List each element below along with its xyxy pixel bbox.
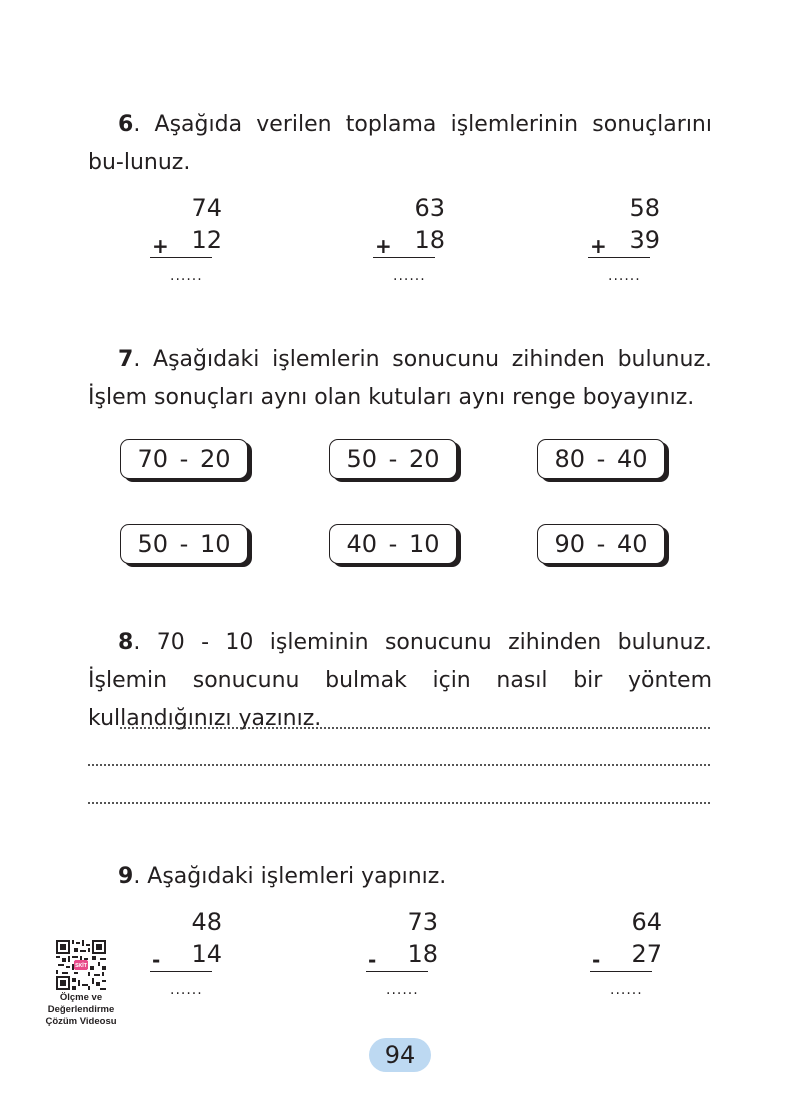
operand-top: 73 [407,908,438,936]
difference-line [366,971,428,972]
operation-box[interactable]: 70 - 20 [120,439,248,479]
answer-line[interactable] [88,764,710,766]
sum-line [588,257,650,258]
operand-top: 63 [414,194,445,222]
sum-line [373,257,435,258]
operand-top: 48 [191,908,222,936]
question-7-text: 7. Aşağıdaki işlemlerin sonucunu zihinden bulunuz. İşlem sonuçları aynı olan kutuları aynı renge boyayınız. [88,347,712,410]
answer-line[interactable] [120,727,710,729]
operand-bottom: 18 [407,940,438,968]
answer-blank[interactable]: ...... [610,982,643,998]
minus-sign: - [368,948,377,972]
minus-sign: - [152,948,161,972]
operand-top: 58 [629,194,660,222]
operation-box[interactable]: 80 - 40 [537,439,665,479]
operation-box[interactable]: 50 - 10 [120,524,248,564]
operation-box[interactable]: 40 - 10 [329,524,457,564]
question-number: 8 [118,630,134,655]
sum-line [150,257,212,258]
operand-top: 64 [631,908,662,936]
question-number: 7 [118,347,134,372]
operand-bottom: 18 [414,226,445,254]
answer-blank[interactable]: ...... [393,268,426,284]
minus-sign: - [592,948,601,972]
answer-line[interactable] [88,802,710,804]
difference-line [150,971,212,972]
operand-top: 74 [191,194,222,222]
question-number: 6 [118,112,134,137]
operation-box[interactable]: 50 - 20 [329,439,457,479]
question-6-text: 6. Aşağıda verilen toplama işlemlerinin sonuçlarını bu-lunuz. [88,112,712,175]
answer-blank[interactable]: ...... [608,268,641,284]
qr-badge-label: SKİT [75,963,87,970]
answer-blank[interactable]: ...... [170,268,203,284]
operation-box[interactable]: 90 - 40 [537,524,665,564]
operand-bottom: 14 [191,940,222,968]
question-number: 9 [118,864,134,889]
question-8-text: 8. 70 - 10 işleminin sonucunu zihinden bulunuz. İşlemin sonucunu bulmak için nasıl bir yöntem kullandığınızı yazınız. [88,630,712,731]
answer-blank[interactable]: ...... [170,982,203,998]
qr-code-icon[interactable] [56,940,106,990]
plus-sign: + [375,234,392,258]
operand-bottom: 27 [631,940,662,968]
page-number: 94 [369,1038,431,1072]
qr-caption: Ölçme ve Değerlendirme Çözüm Videosu [45,992,117,1027]
answer-blank[interactable]: ...... [386,982,419,998]
difference-line [590,971,652,972]
question-9-text: 9. Aşağıdaki işlemleri yapınız. [118,864,447,889]
plus-sign: + [590,234,607,258]
operand-bottom: 12 [191,226,222,254]
plus-sign: + [152,234,169,258]
operand-bottom: 39 [629,226,660,254]
